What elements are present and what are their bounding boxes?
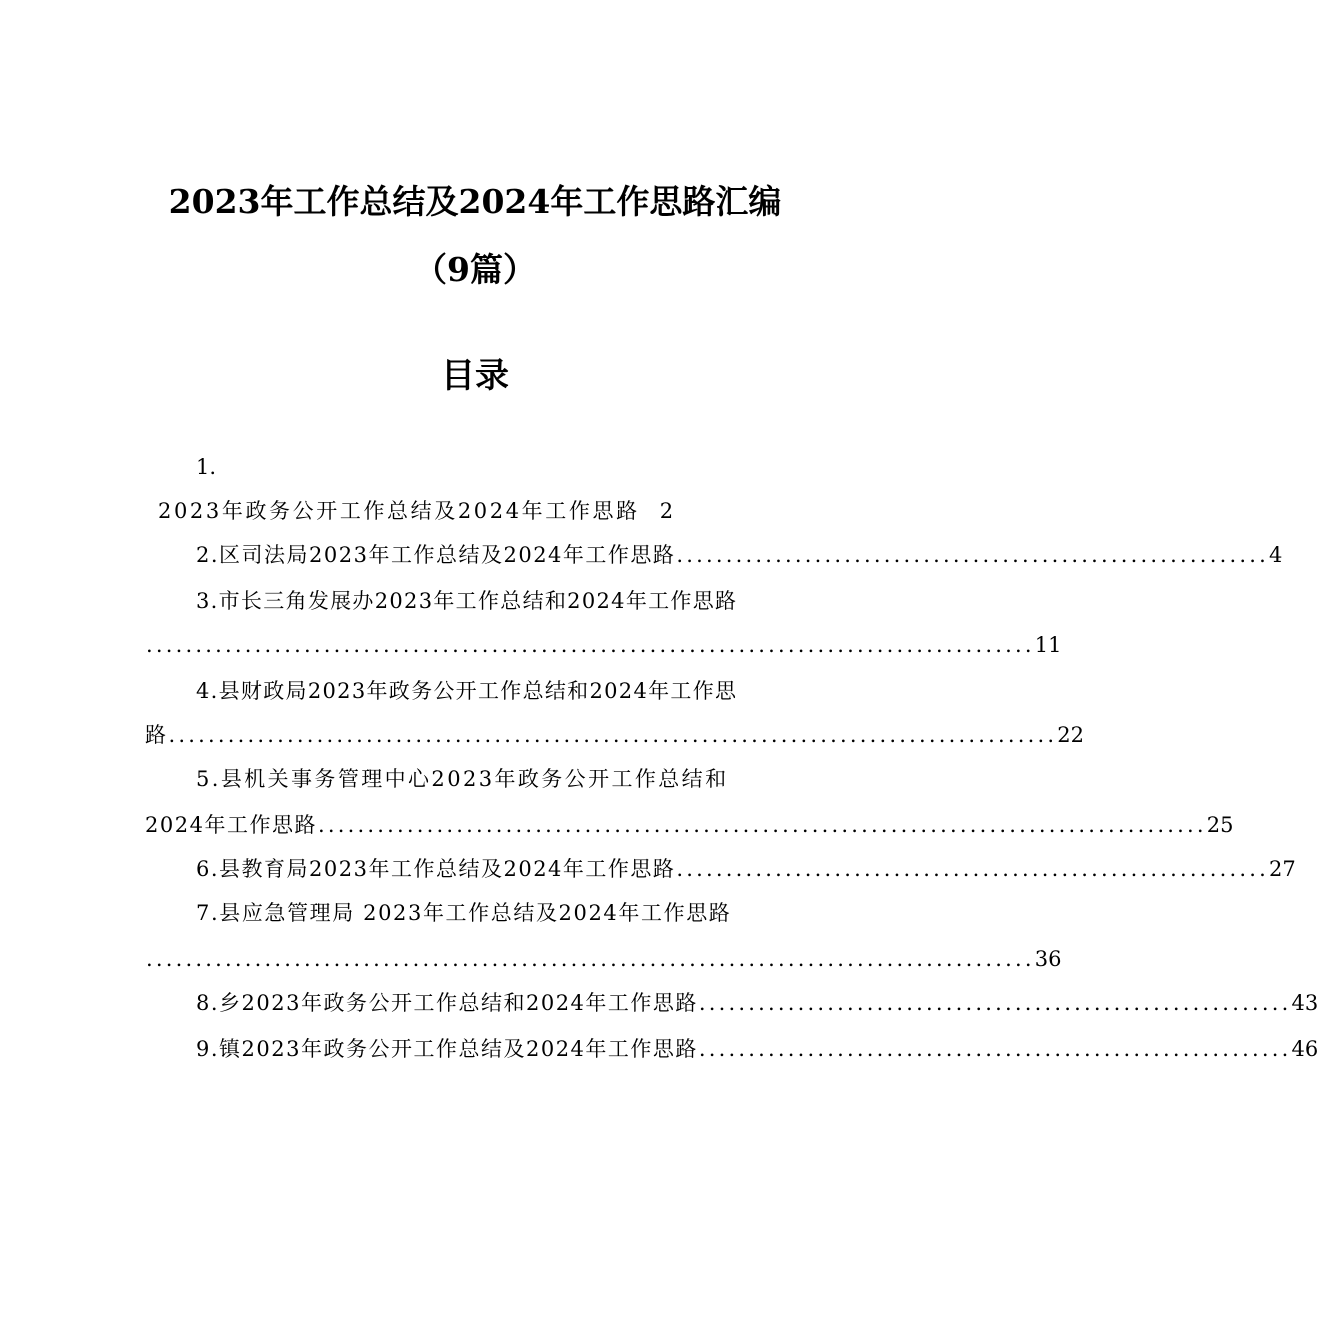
toc-entry-3-leader: .......................................................................................... — [146, 633, 1035, 657]
toc-entry-1-page: 2 — [659, 499, 674, 523]
toc-heading: 目录 — [441, 356, 509, 396]
toc-entry-8-title: 8.乡2023年政务公开工作总结和2024年工作思路 — [196, 991, 698, 1015]
toc-entry-5[interactable] — [196, 764, 806, 794]
toc-entry-1-title: 2023年政务公开工作总结及2024年工作思路 — [158, 499, 640, 523]
toc-entry-4-cont[interactable] — [145, 720, 1085, 750]
toc-entry-4-leader: .......................................................................................... — [168, 723, 1058, 747]
toc-entry-6-leader: ............................................................ — [676, 857, 1269, 881]
toc-entry-3-title: 3.市长三角发展办2023年工作总结和2024年工作思路 — [196, 589, 738, 613]
toc-entry-9-page: 46 — [1291, 1037, 1318, 1061]
toc-entry-7-leader: .......................................................................................... — [146, 947, 1035, 971]
toc-entry-9-title: 9.镇2023年政务公开工作总结及2024年工作思路 — [196, 1037, 698, 1061]
toc-entry-2-leader: ............................................................ — [676, 543, 1269, 567]
toc-entry-4-title-cont: 路 — [145, 723, 168, 747]
document-title: 2023年工作总结及2024年工作思路汇编 — [168, 182, 782, 221]
toc-entry-5-title: 5.县机关事务管理中心2023年政务公开工作总结和 — [196, 767, 729, 791]
toc-entry-8-page: 43 — [1291, 991, 1318, 1015]
toc-entry-9[interactable] — [196, 1034, 1318, 1064]
toc-entry-2[interactable] — [196, 540, 1283, 570]
toc-entry-4-page: 22 — [1057, 723, 1085, 747]
toc-entry-5-cont[interactable] — [145, 810, 1234, 840]
toc-entry-3-cont[interactable] — [145, 630, 1062, 660]
toc-entry-5-leader: .......................................................................................... — [317, 813, 1207, 837]
toc-entry-2-title: 2.区司法局2023年工作总结及2024年工作思路 — [196, 543, 676, 567]
document-subtitle: （9篇） — [414, 250, 536, 289]
toc-entry-7-title: 7.县应急管理局 2023年工作总结及2024年工作思路 — [196, 901, 732, 925]
toc-entry-1[interactable] — [158, 496, 718, 526]
toc-entry-6-page: 27 — [1268, 857, 1296, 881]
toc-entry-9-leader: ............................................................ — [698, 1037, 1292, 1061]
toc-entry-7-cont[interactable] — [145, 944, 1062, 974]
toc-entry-2-page: 4 — [1268, 543, 1283, 567]
toc-entry-7-page: 36 — [1034, 947, 1062, 971]
toc-entry-3[interactable] — [196, 586, 806, 616]
toc-entry-7[interactable] — [196, 898, 806, 928]
toc-entry-5-page: 25 — [1206, 813, 1234, 837]
toc-entry-5-title-cont: 2024年工作思路 — [145, 813, 317, 837]
toc-entry-3-page: 11 — [1034, 633, 1062, 657]
toc-entry-8[interactable] — [196, 988, 1318, 1018]
toc-entry-4-title: 4.县财政局2023年政务公开工作总结和2024年工作思 — [196, 679, 738, 703]
toc-entry-6[interactable] — [196, 854, 1296, 884]
toc-entry-4[interactable] — [196, 676, 806, 706]
toc-entry-8-leader: ............................................................ — [698, 991, 1292, 1015]
toc-entry-6-title: 6.县教育局2023年工作总结及2024年工作思路 — [196, 857, 676, 881]
toc-entry-1-number: 1. — [196, 455, 217, 479]
